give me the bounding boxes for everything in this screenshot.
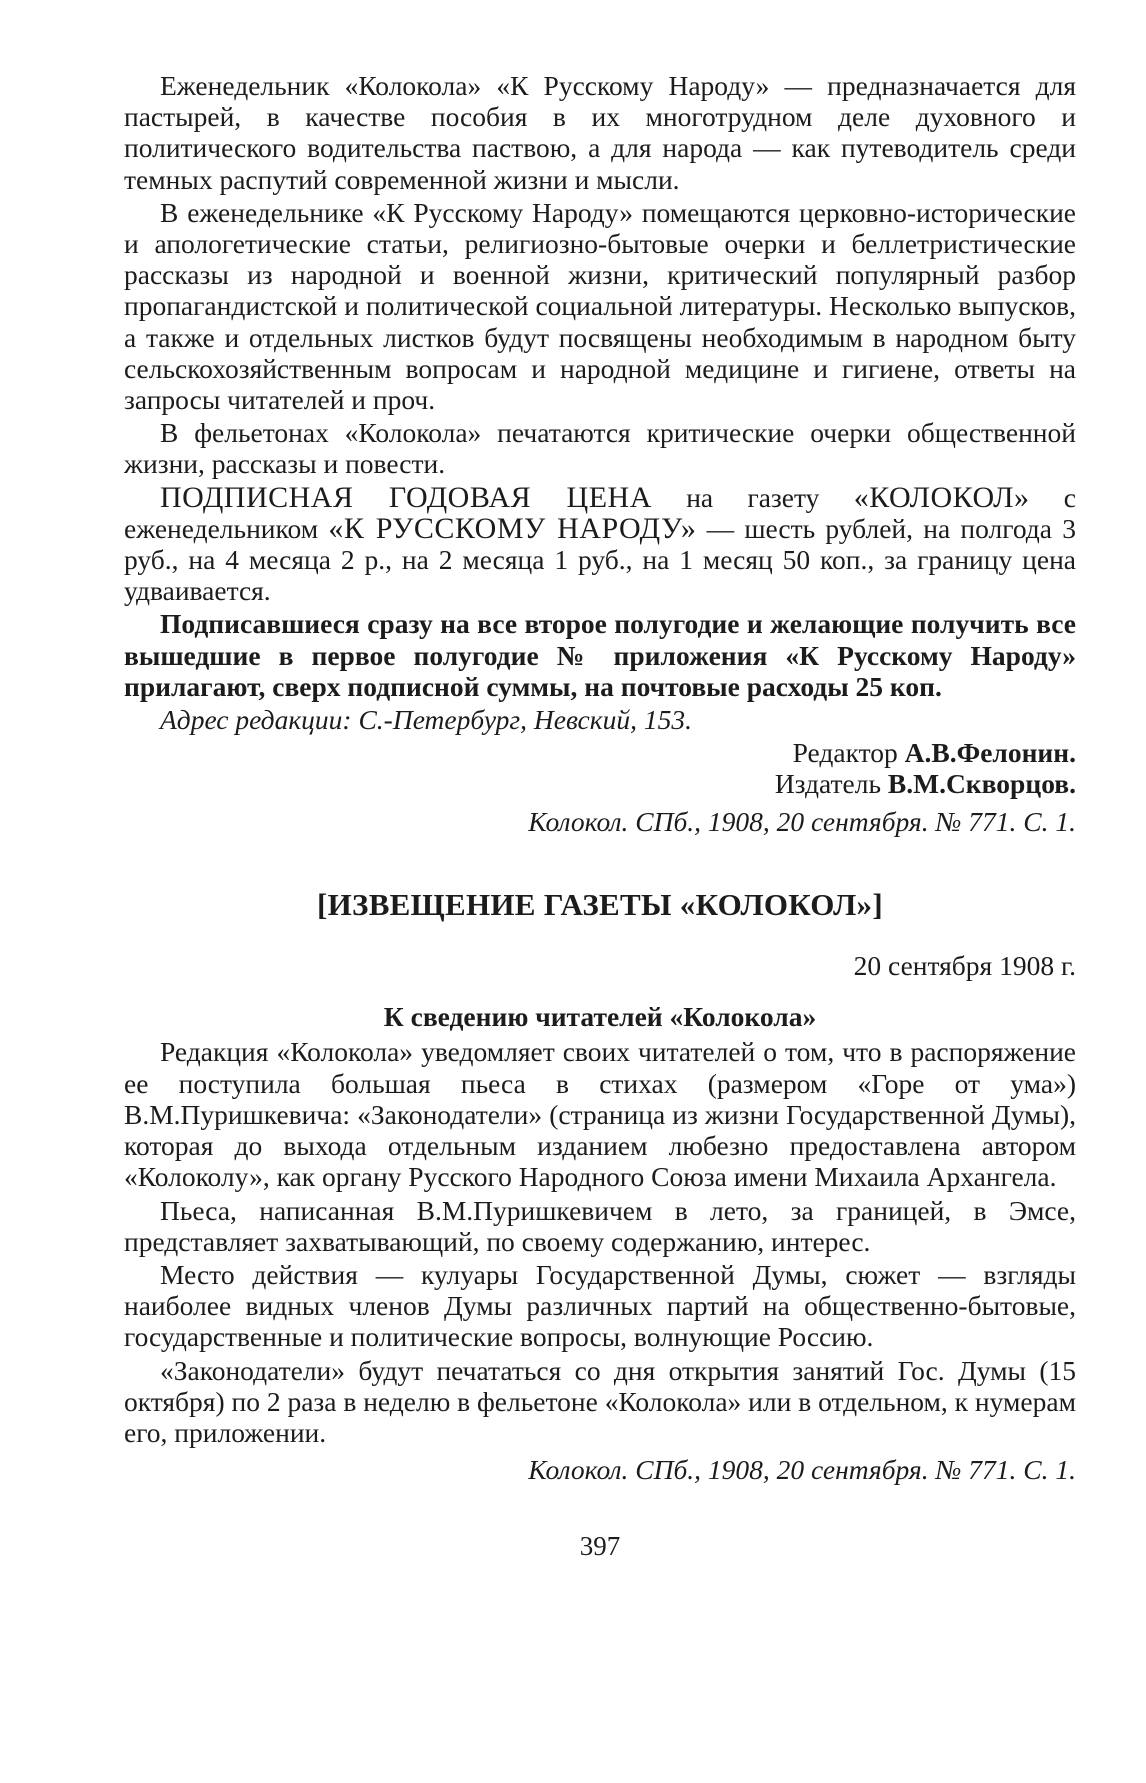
notice-subtitle: К сведению читателей «Колокола» — [383, 1001, 817, 1033]
editor-role: Редактор — [792, 737, 905, 769]
paragraph-play-schedule: «Законодатели» будут печататься со дня открытия занятий Гос. Думы (15 октября) по 2 раза в неделю в фельетоне «Колокола» или в отдельном, к нумерам его, приложении. — [124, 1354, 1076, 1448]
text-column — [124, 70, 1076, 1563]
editor-signature — [124, 737, 1076, 768]
publisher-signature — [124, 768, 1076, 799]
paragraph-subscriber-notice: Подписавшиеся сразу на все второе полугодие и желающие получить все вышедшие в первое полугодие № приложения «К Русскому Народу» прилагают, сверх подписной суммы, на почтовые расходы 25 коп. — [124, 608, 1076, 702]
price-heading-caps: ПОДПИСНАЯ ГОДОВАЯ ЦЕНА — [160, 480, 652, 514]
source-citation-1: Колокол. СПб., 1908, 20 сентября. № 771. С. 1. — [528, 805, 1076, 837]
paragraph-subscription-price — [124, 482, 1076, 607]
paragraph-play-written: Пьеса, написанная В.М.Пуришкевичем в лето, за границей, в Эмсе, представляет захватывающий, по своему содержанию, интерес. — [124, 1194, 1076, 1257]
paragraph-play-setting: Место действия — кулуары Государственной Думы, сюжет — взгляды наиболее видных членов Думы различных партий на общественно-бытовые, государственные и политические вопросы, волнующие Россию. — [124, 1258, 1076, 1353]
paragraph-weekly-contents: В еженедельнике «К Русскому Народу» помещаются церковно-исторические и апологетические статьи, религиозно-бытовые очерки и беллетристические рассказы из народной и военной жизни, критический популярный разбор пропагандистской и политической социальной литературы. Несколько выпусков, а также и отдельных листков будут посвящены необходимым в народном быту сельскохозяйственным вопросам и народной медицине и гигиене, ответы на запросы читателей и проч. — [124, 196, 1076, 416]
section-title: [ИЗВЕЩЕНИЕ ГАЗЕТЫ «КОЛОКОЛ»] — [317, 886, 883, 922]
notice-date: 20 сентября 1908 г. — [853, 950, 1076, 982]
price-text-1: на газету — [651, 481, 854, 513]
paragraph-weekly-purpose: Еженедельник «Колокола» «К Русскому Народу» — предназначается для пастырей, в качестве пособия в их многотрудном деле духовного и политического водительства паствою, а для народа — как путеводитель среди темных распутий современной жизни и мысли. — [124, 70, 1076, 195]
newspaper-name-caps: «КОЛОКОЛ» — [853, 480, 1030, 514]
publisher-name: В.М.Скворцов. — [887, 768, 1076, 800]
price-text-2: с еженедельником — [124, 481, 1076, 544]
price-text-3: — шесть рублей, на полгода 3 руб., на 4 месяца 2 р., на 2 месяца 1 руб., на 1 месяц 50 коп., за границу цена удваивается. — [124, 512, 1076, 607]
source-citation-2: Колокол. СПб., 1908, 20 сентября. № 771. С. 1. — [528, 1454, 1076, 1486]
paragraph-feuilletons: В фельетонах «Колокола» печатаются критические очерки общественной жизни, рассказы и повести. — [124, 417, 1076, 480]
weekly-name-caps: «К РУССКОМУ НАРОДУ» — [328, 511, 697, 545]
editorial-address: Адрес редакции: С.-Петербург, Невский, 153. — [160, 704, 692, 736]
page-number: 397 — [579, 1531, 621, 1562]
editor-name: А.В.Фелонин. — [904, 737, 1076, 769]
paragraph-play-received: Редакция «Колокола» уведомляет своих читателей о том, что в распоряжение ее поступила большая пьеса в стихах (размером «Горе от ума») В.М.Пуришкевича: «Законодатели» (страница из жизни Государственной Думы), которая до выхода отдельным изданием любезно предоставлена автором «Колоколу», как органу Русского Народного Союза имени Михаила Архангела. — [124, 1036, 1076, 1193]
publisher-role: Издатель — [774, 768, 888, 800]
